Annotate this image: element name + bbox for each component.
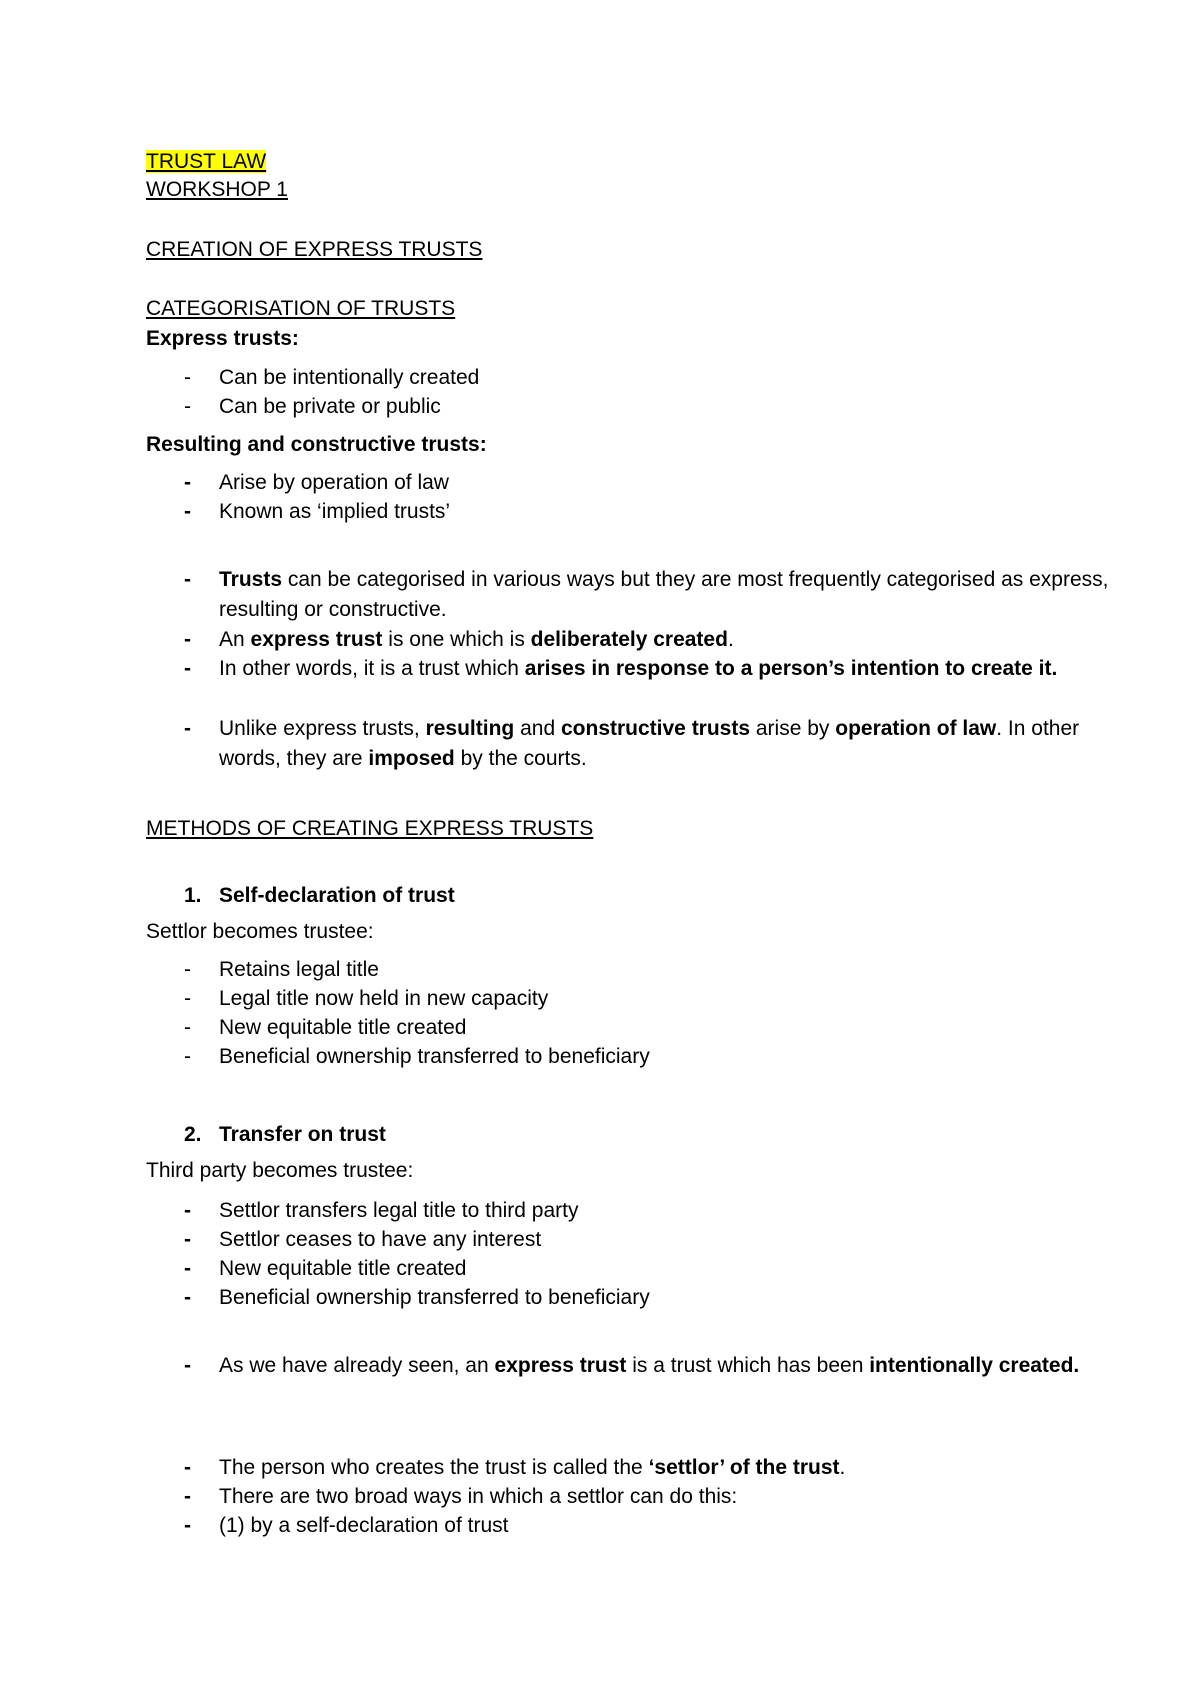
- bold-span: imposed: [368, 746, 455, 770]
- list-item-text: Legal title now held in new capacity: [219, 987, 549, 1010]
- bold-span: Trusts: [219, 568, 283, 591]
- method-label: Settlor becomes trustee:: [146, 920, 374, 943]
- section-heading-methods: METHODS OF CREATING EXPRESS TRUSTS: [146, 817, 594, 840]
- dash-bullet: -: [184, 1257, 191, 1280]
- text-span: by the courts.: [454, 746, 587, 770]
- dash-bullet: -: [184, 958, 191, 981]
- note-text: [219, 654, 1139, 684]
- method-title: Self-declaration of trust: [219, 884, 455, 907]
- text-span: .: [727, 628, 734, 651]
- doc-title-text: TRUST LAW: [146, 150, 267, 173]
- list-item-text: New equitable title created: [219, 1257, 467, 1280]
- dash-bullet: -: [184, 471, 191, 494]
- text-span: can be categorised in various ways but they are most frequently categorised as express, resulting or constructive.: [219, 568, 1109, 621]
- note-text: [219, 1351, 1139, 1381]
- list-item-text: Beneficial ownership transferred to beneficiary: [219, 1045, 650, 1068]
- method-number: 1.: [184, 884, 202, 907]
- list-item-text: Known as ‘implied trusts’: [219, 500, 451, 523]
- dash-bullet: -: [184, 1045, 191, 1068]
- dash-bullet: -: [184, 366, 191, 389]
- method-number: 2.: [184, 1123, 202, 1146]
- text-span: is one which is: [382, 628, 531, 651]
- bold-span: resulting: [425, 717, 515, 740]
- list-item-text: Can be intentionally created: [219, 366, 480, 389]
- note-text: There are two broad ways in which a settlor can do this:: [219, 1485, 738, 1508]
- list-item-text: Beneficial ownership transferred to beneficiary: [219, 1286, 650, 1309]
- dash-bullet: -: [184, 568, 191, 591]
- text-span: is a trust which has been: [626, 1354, 870, 1377]
- text-span: . In other words, they are: [219, 717, 1080, 770]
- dash-bullet: -: [184, 717, 191, 740]
- note-text: [219, 714, 1139, 773]
- bold-span: ‘settlor’ of the trust: [648, 1456, 840, 1479]
- text-span: The person who creates the trust is called the: [219, 1456, 649, 1479]
- method-title: Transfer on trust: [219, 1123, 386, 1146]
- bold-span: express trust: [494, 1354, 627, 1377]
- dash-bullet: -: [184, 1514, 191, 1537]
- dash-bullet: -: [184, 1286, 191, 1309]
- note-text: [219, 625, 1200, 655]
- dash-bullet: -: [184, 1456, 191, 1479]
- dash-bullet: -: [184, 1485, 191, 1508]
- method-label: Third party becomes trustee:: [146, 1159, 414, 1182]
- dash-bullet: -: [184, 657, 191, 680]
- doc-subtitle: WORKSHOP 1: [146, 178, 288, 201]
- text-span: .: [839, 1456, 846, 1479]
- section-heading-categorisation: CATEGORISATION OF TRUSTS: [146, 297, 456, 320]
- resulting-trusts-label: Resulting and constructive trusts:: [146, 433, 487, 456]
- bold-span: operation of law: [835, 717, 997, 740]
- list-item-text: Can be private or public: [219, 395, 441, 418]
- note-text: [219, 565, 1139, 624]
- dash-bullet: -: [184, 1199, 191, 1222]
- text-span: In other words, it is a trust which: [219, 657, 525, 680]
- section-heading-creation: CREATION OF EXPRESS TRUSTS: [146, 238, 483, 261]
- list-item-text: Settlor transfers legal title to third party: [219, 1199, 579, 1222]
- dash-bullet: -: [184, 1228, 191, 1251]
- text-span: and: [514, 717, 561, 740]
- list-item-text: Retains legal title: [219, 958, 379, 981]
- list-item-text: Settlor ceases to have any interest: [219, 1228, 542, 1251]
- note-text: (1) by a self-declaration of trust: [219, 1514, 509, 1537]
- text-span: An: [219, 628, 251, 651]
- bold-span: intentionally created.: [869, 1354, 1080, 1377]
- list-item-text: New equitable title created: [219, 1016, 467, 1039]
- bold-span: deliberately created: [530, 628, 728, 651]
- dash-bullet: -: [184, 395, 191, 418]
- note-text: [219, 1453, 1200, 1483]
- text-span: Unlike express trusts,: [219, 717, 426, 740]
- bold-span: arises in response to a person’s intention to create it.: [524, 657, 1058, 680]
- text-span: As we have already seen, an: [219, 1354, 495, 1377]
- dash-bullet: -: [184, 1354, 191, 1377]
- dash-bullet: -: [184, 1016, 191, 1039]
- dash-bullet: -: [184, 500, 191, 523]
- dash-bullet: -: [184, 987, 191, 1010]
- bold-span: express trust: [250, 628, 383, 651]
- dash-bullet: -: [184, 628, 191, 651]
- bold-span: constructive trusts: [560, 717, 751, 740]
- doc-title: [146, 148, 266, 175]
- text-span: arise by: [750, 717, 836, 740]
- express-trusts-label: Express trusts:: [146, 327, 299, 350]
- list-item-text: Arise by operation of law: [219, 471, 449, 494]
